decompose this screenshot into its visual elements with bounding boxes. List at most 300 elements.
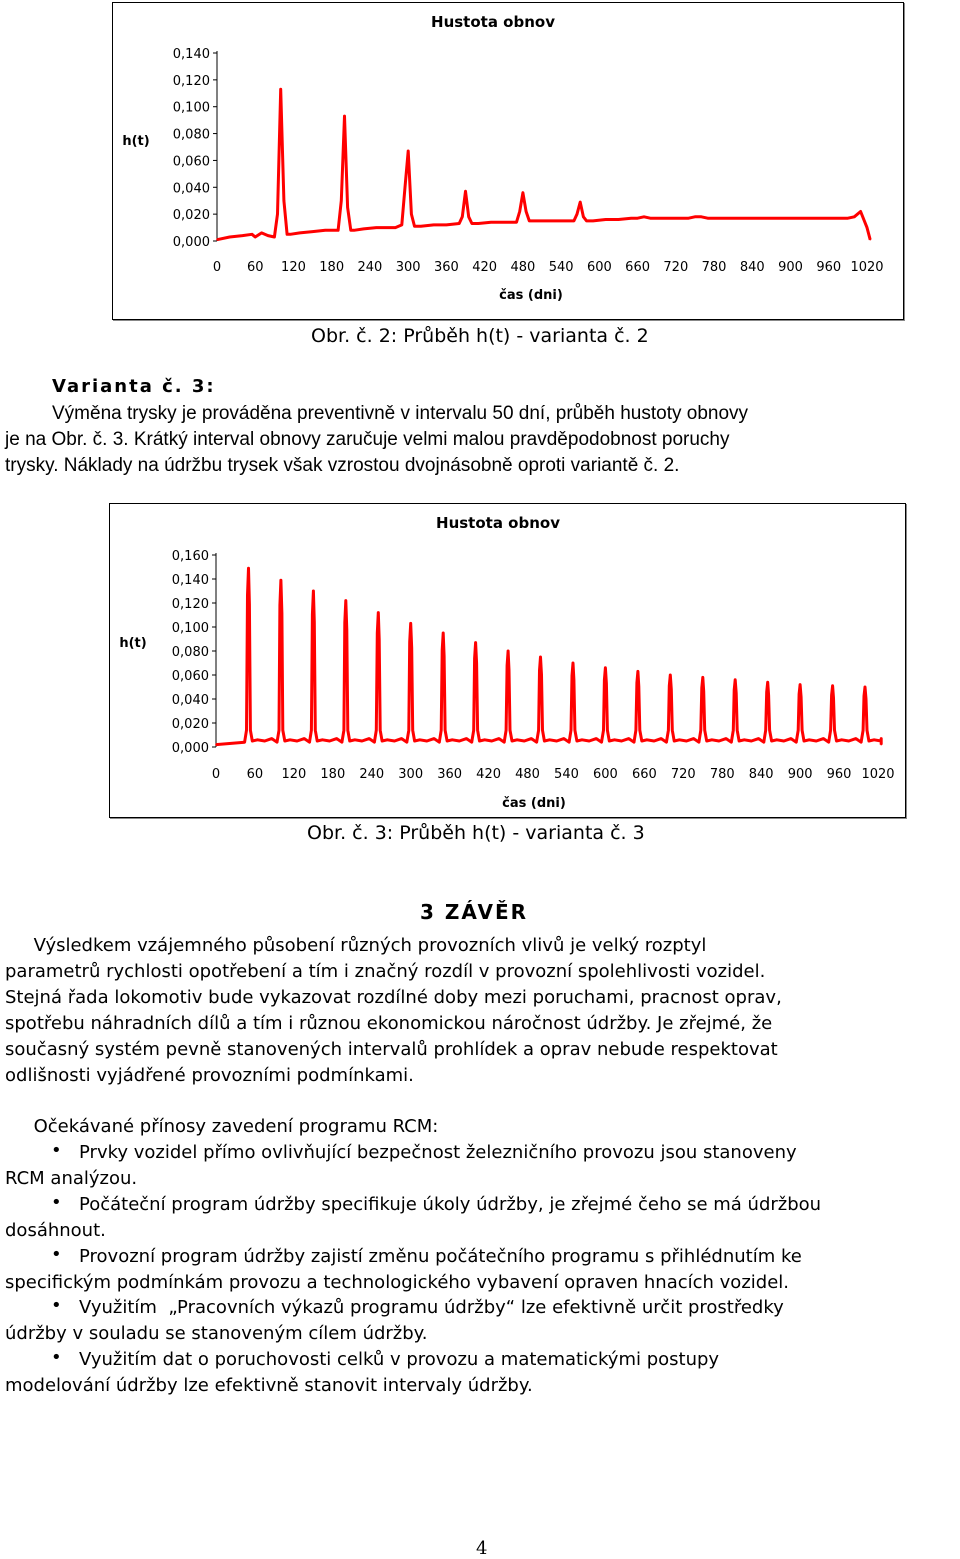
x-axis-label: čas (dni)	[499, 288, 563, 303]
chart-1	[113, 3, 903, 319]
data-point	[799, 684, 801, 686]
y-axis-label: h(t)	[122, 134, 150, 149]
data-point	[347, 729, 349, 731]
data-point	[603, 729, 605, 731]
data-point	[637, 671, 639, 673]
data-point	[316, 740, 318, 742]
paragraph-line-4: spotřebu náhradních dílů a tím i různou ekonomickou náročnost údržby. Je zřejmé, že	[5, 1013, 773, 1034]
data-point	[706, 740, 708, 742]
data-point	[841, 739, 843, 741]
data-point	[289, 739, 291, 741]
figure-2-caption: Obr. č. 2: Průběh h(t) - varianta č. 2	[311, 325, 649, 347]
data-point	[347, 207, 349, 209]
data-point	[822, 217, 824, 219]
data-point	[733, 689, 735, 691]
data-point	[768, 694, 770, 696]
data-point	[312, 614, 314, 616]
data-point	[322, 739, 324, 741]
data-point	[711, 739, 713, 741]
bullet-4-line-1: Využitím „Pracovních výkazů programu údržby“ lze efektivně určit prostředky	[79, 1297, 784, 1318]
data-point	[853, 216, 855, 218]
variant-line-2: je na Obr. č. 3. Krátký interval obnovy zaručuje velmi malou pravděpodobnost poruchy	[5, 429, 730, 450]
data-point	[406, 741, 408, 743]
data-point	[315, 729, 317, 731]
x-tick-label: 360	[433, 260, 459, 275]
data-point	[862, 729, 864, 731]
data-point	[519, 211, 521, 213]
data-point	[506, 665, 508, 667]
data-point	[440, 729, 442, 731]
data-point	[368, 738, 370, 740]
x-tick-label: 840	[739, 260, 765, 275]
y-tick-label: 0,020	[171, 717, 209, 732]
data-point	[311, 729, 313, 731]
chart-1-frame	[112, 2, 904, 320]
variant-heading: Varianta č. 3:	[52, 376, 216, 397]
bullet-5-line-2: modelování údržby lze efektivně stanovit intervaly údržby.	[5, 1375, 533, 1396]
data-point	[618, 219, 620, 221]
data-point	[700, 729, 702, 731]
data-point	[407, 150, 409, 152]
data-point	[816, 740, 818, 742]
data-point	[609, 740, 611, 742]
x-axis-label: čas (dni)	[502, 796, 566, 811]
data-point	[703, 691, 705, 693]
bullet-marker: •	[51, 1140, 62, 1161]
figure-3-caption: Obr. č. 3: Průběh h(t) - varianta č. 3	[307, 822, 645, 844]
data-point	[702, 677, 704, 679]
data-point	[573, 679, 575, 681]
data-point	[544, 740, 546, 742]
data-point	[474, 657, 476, 659]
data-point	[601, 741, 603, 743]
data-point	[354, 739, 356, 741]
bullet-marker: •	[51, 1295, 62, 1316]
x-tick-label: 120	[281, 260, 306, 275]
data-point	[441, 649, 443, 651]
data-point	[880, 740, 882, 742]
data-point	[442, 632, 444, 634]
data-point	[809, 217, 811, 219]
data-point	[378, 639, 380, 641]
data-point	[296, 740, 298, 742]
data-point	[725, 738, 727, 740]
data-point	[751, 740, 753, 742]
data-point	[404, 186, 406, 188]
data-point	[836, 740, 838, 742]
benefits-intro: Očekávané přínosy zavedení programu RCM:	[5, 1116, 439, 1137]
x-tick-label: 840	[748, 767, 774, 782]
data-point	[264, 740, 266, 742]
data-point	[528, 220, 530, 222]
bullet-3-line-2: specifickým podmínkám provozu a technologického vybavení opraven hnacích vozidel.	[5, 1272, 789, 1293]
data-point	[522, 192, 524, 194]
data-point	[491, 740, 493, 742]
data-point	[744, 739, 746, 741]
data-point	[860, 741, 862, 743]
data-point	[720, 217, 722, 219]
data-point	[736, 729, 738, 731]
data-point	[834, 217, 836, 219]
data-point	[250, 729, 252, 731]
data-point	[299, 232, 301, 234]
data-point	[707, 217, 709, 219]
data-point	[588, 740, 590, 742]
data-point	[701, 216, 703, 218]
data-point	[693, 738, 695, 740]
data-point	[477, 729, 479, 731]
data-point	[636, 682, 638, 684]
data-point	[498, 738, 500, 740]
data-point	[771, 740, 773, 742]
series-line	[216, 568, 881, 744]
x-tick-label: 60	[246, 260, 264, 275]
section-heading: 3 ZÁVĚR	[420, 900, 529, 924]
x-tick-label: 300	[398, 767, 424, 782]
data-point	[438, 741, 440, 743]
data-point	[274, 236, 276, 238]
bullet-1-line-1: Prvky vozidel přímo ovlivňující bezpečnost železničního provozu jsou stanoveny	[79, 1142, 797, 1163]
data-point	[637, 217, 639, 219]
data-point	[880, 744, 882, 746]
data-point	[873, 739, 875, 741]
data-point	[511, 740, 513, 742]
data-point	[798, 693, 800, 695]
data-point	[605, 667, 607, 669]
data-point	[329, 740, 331, 742]
data-point	[790, 738, 792, 740]
data-point	[583, 216, 585, 218]
data-point	[458, 223, 460, 225]
data-point	[731, 741, 733, 743]
data-point	[387, 739, 389, 741]
data-point	[576, 740, 578, 742]
data-point	[686, 740, 688, 742]
data-point	[344, 622, 346, 624]
data-point	[446, 224, 448, 226]
chart-2	[110, 504, 905, 817]
data-point	[581, 739, 583, 741]
x-tick-label: 1020	[850, 260, 884, 275]
data-point	[409, 641, 411, 643]
x-tick-label: 420	[476, 767, 502, 782]
data-point	[614, 739, 616, 741]
data-point	[471, 223, 473, 225]
data-point	[388, 227, 390, 229]
data-point	[246, 729, 248, 731]
y-tick-label: 0,140	[171, 573, 209, 588]
data-point	[605, 219, 607, 221]
data-point	[516, 739, 518, 741]
data-point	[341, 741, 343, 743]
data-point	[490, 221, 492, 223]
data-point	[540, 656, 542, 658]
data-point	[803, 740, 805, 742]
data-point	[766, 691, 768, 693]
data-point	[313, 590, 315, 592]
data-point	[229, 236, 231, 238]
data-point	[650, 217, 652, 219]
data-point	[556, 740, 558, 742]
data-point	[411, 647, 413, 649]
x-tick-label: 180	[319, 260, 345, 275]
data-point	[433, 224, 435, 226]
data-point	[828, 741, 830, 743]
data-point	[694, 216, 696, 218]
data-point	[579, 201, 581, 203]
data-point	[516, 221, 518, 223]
data-point	[679, 739, 681, 741]
data-point	[401, 224, 403, 226]
y-tick-label: 0,060	[171, 669, 209, 684]
data-point	[643, 216, 645, 218]
y-axis-label: h(t)	[119, 636, 147, 651]
data-point	[484, 739, 486, 741]
data-point	[675, 217, 677, 219]
data-point	[628, 738, 630, 740]
data-point	[277, 213, 279, 215]
data-point	[475, 642, 477, 644]
data-point	[331, 229, 333, 231]
data-point	[462, 216, 464, 218]
data-point	[248, 567, 250, 569]
variant-line-3: trysky. Náklady na údržbu trysek však vzrostou dvojnásobně oproti variantě č. 2.	[5, 455, 680, 476]
bullet-marker: •	[51, 1192, 62, 1213]
data-point	[242, 235, 244, 237]
bullet-marker: •	[51, 1347, 62, 1368]
data-point	[630, 217, 632, 219]
data-point	[538, 729, 540, 731]
data-point	[314, 621, 316, 623]
data-point	[604, 679, 606, 681]
data-point	[758, 217, 760, 219]
data-point	[646, 739, 648, 741]
x-tick-label: 480	[510, 260, 536, 275]
data-point	[419, 739, 421, 741]
x-tick-label: 60	[246, 767, 264, 782]
data-point	[395, 227, 397, 229]
bullet-1-line-2: RCM analýzou.	[5, 1168, 138, 1189]
data-point	[660, 738, 662, 740]
data-point	[343, 729, 345, 731]
data-point	[466, 738, 468, 740]
data-point	[866, 729, 868, 731]
y-tick-label: 0,160	[171, 549, 209, 564]
data-point	[823, 738, 825, 740]
data-point	[586, 220, 588, 222]
data-point	[374, 741, 376, 743]
y-tick-label: 0,080	[172, 127, 210, 143]
data-point	[704, 729, 706, 731]
data-point	[433, 738, 435, 740]
data-point	[420, 225, 422, 227]
data-point	[444, 729, 446, 731]
x-tick-label: 0	[211, 767, 221, 782]
data-point	[271, 738, 273, 740]
data-point	[525, 211, 527, 213]
data-point	[671, 729, 673, 731]
data-point	[732, 217, 734, 219]
y-tick-label: 0,000	[171, 741, 209, 756]
data-point	[345, 600, 347, 602]
bullet-5-line-1: Využitím dat o poruchovosti celků v provozu a matematickými postupy	[79, 1349, 720, 1370]
data-point	[476, 663, 478, 665]
bullet-marker: •	[51, 1244, 62, 1265]
paragraph-line-5: současný systém pevně stanovených intervalů prohlídek a oprav nebude respektovat	[5, 1039, 778, 1060]
y-tick-label: 0,060	[172, 154, 210, 170]
data-point	[468, 216, 470, 218]
variant-line-1: Výměna trysky je prováděna preventivně v intervalu 50 dní, průběh hustoty obnovy	[52, 403, 749, 424]
data-point	[633, 741, 635, 743]
data-point	[284, 740, 286, 742]
data-point	[833, 697, 835, 699]
y-tick-label: 0,020	[172, 208, 210, 224]
data-point	[865, 698, 867, 700]
x-tick-label: 420	[472, 260, 498, 275]
x-tick-label: 240	[357, 260, 383, 275]
bullet-2-line-1: Počáteční program údržby specifikuje úkoly údržby, je zřejmé čeho se má údržbou	[79, 1194, 822, 1215]
paragraph-line-3: Stejná řada lokomotiv bude vykazovat rozdílné doby mezi poruchami, pracnost oprav,	[5, 987, 782, 1008]
data-point	[735, 692, 737, 694]
data-point	[503, 221, 505, 223]
data-point	[641, 740, 643, 742]
paragraph-line-6: odlišnosti vyjádřené provozními podmínkami.	[5, 1065, 414, 1086]
y-tick-label: 0,100	[172, 100, 210, 116]
data-point	[734, 679, 736, 681]
data-point	[349, 740, 351, 742]
data-point	[860, 211, 862, 213]
data-point	[312, 231, 314, 233]
data-point	[346, 629, 348, 631]
x-tick-label: 240	[359, 767, 385, 782]
data-point	[376, 227, 378, 229]
x-tick-label: 960	[816, 260, 842, 275]
data-point	[507, 650, 509, 652]
chart-title: Hustota obnov	[436, 514, 560, 532]
data-point	[688, 217, 690, 219]
data-point	[286, 233, 288, 235]
data-point	[698, 741, 700, 743]
data-point	[251, 233, 253, 235]
data-point	[283, 200, 285, 202]
chart-title: Hustota obnov	[431, 13, 555, 31]
data-point	[771, 217, 773, 219]
data-point	[763, 741, 765, 743]
data-point	[776, 739, 778, 741]
data-point	[635, 729, 637, 731]
data-point	[795, 741, 797, 743]
data-point	[276, 741, 278, 743]
data-point	[841, 217, 843, 219]
data-point	[765, 729, 767, 731]
data-point	[571, 675, 573, 677]
data-point	[568, 741, 570, 743]
y-tick-label: 0,080	[171, 645, 209, 660]
data-point	[738, 740, 740, 742]
data-point	[376, 632, 378, 634]
data-point	[745, 217, 747, 219]
data-point	[536, 741, 538, 743]
data-point	[531, 738, 533, 740]
data-point	[309, 741, 311, 743]
x-tick-label: 660	[625, 260, 651, 275]
data-point	[718, 740, 720, 742]
data-point	[796, 217, 798, 219]
data-point	[379, 729, 381, 731]
data-point	[254, 236, 256, 238]
data-point	[607, 729, 609, 731]
data-point	[244, 741, 246, 743]
data-point	[767, 681, 769, 683]
data-point	[377, 612, 379, 614]
data-point	[576, 213, 578, 215]
data-point	[596, 738, 598, 740]
data-point	[758, 738, 760, 740]
data-point	[855, 738, 857, 740]
data-point	[267, 235, 269, 237]
data-point	[549, 739, 551, 741]
y-tick-label: 0,000	[172, 235, 210, 250]
data-point	[376, 729, 378, 731]
data-point	[282, 729, 284, 731]
x-tick-label: 900	[778, 260, 803, 275]
data-point	[535, 220, 537, 222]
x-tick-label: 540	[548, 260, 574, 275]
data-point	[670, 689, 672, 691]
data-point	[863, 695, 865, 697]
data-point	[414, 740, 416, 742]
data-point	[572, 662, 574, 664]
data-point	[411, 213, 413, 215]
data-point	[381, 740, 383, 742]
data-point	[477, 223, 479, 225]
x-tick-label: 720	[670, 767, 696, 782]
data-point	[866, 227, 868, 229]
data-point	[252, 740, 254, 742]
data-point	[289, 233, 291, 235]
x-tick-label: 780	[709, 767, 735, 782]
paragraph-line-1: Výsledkem vzájemného působení různých provozních vlivů je velký rozptyl	[5, 935, 707, 956]
x-tick-label: 780	[701, 260, 727, 275]
data-point	[869, 239, 871, 241]
data-point	[508, 669, 510, 671]
data-point	[503, 741, 505, 743]
data-point	[701, 687, 703, 689]
series-line	[217, 89, 870, 239]
chart-2-frame	[109, 503, 906, 818]
x-tick-label: 300	[395, 260, 421, 275]
data-point	[669, 685, 671, 687]
data-point	[353, 229, 355, 231]
data-point	[414, 225, 416, 227]
data-point	[541, 674, 543, 676]
data-point	[443, 655, 445, 657]
data-point	[606, 683, 608, 685]
data-point	[280, 579, 282, 581]
data-point	[473, 729, 475, 731]
data-point	[832, 685, 834, 687]
bullet-3-line-1: Provozní program údržby zajistí změnu počátečního programu s přihlédnutím ke	[79, 1246, 802, 1267]
data-point	[800, 696, 802, 698]
data-point	[670, 674, 672, 676]
data-point	[479, 740, 481, 742]
data-point	[573, 220, 575, 222]
data-point	[783, 217, 785, 219]
data-point	[280, 88, 282, 90]
paragraph-line-2: parametrů rychlosti opotřebení a tím i značný rozdíl v provozní spolehlivosti vozidel.	[5, 961, 766, 982]
data-point	[808, 739, 810, 741]
data-point	[215, 744, 217, 746]
